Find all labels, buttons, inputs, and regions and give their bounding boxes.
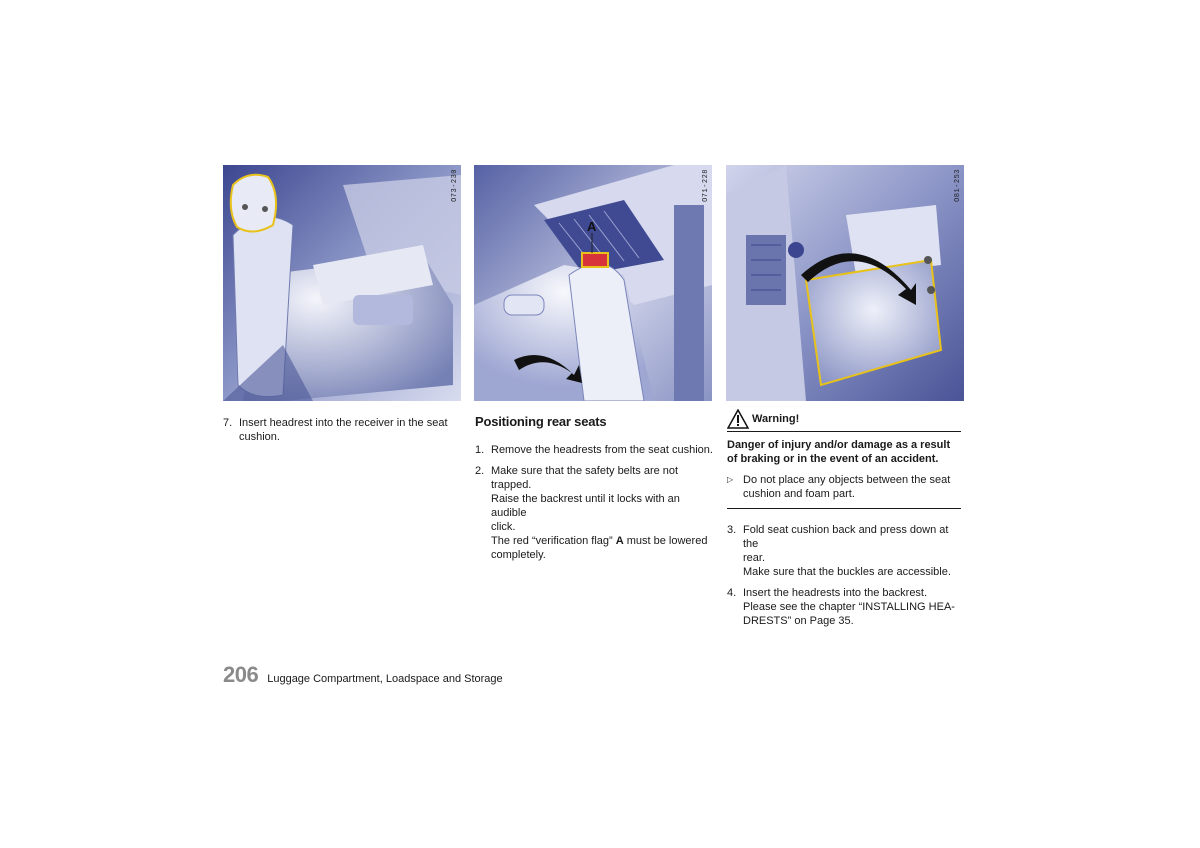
step-line: completely.	[491, 549, 546, 561]
flag-text: must be lowered	[623, 535, 708, 547]
step-number: 2.	[475, 465, 485, 477]
step-text	[743, 523, 961, 579]
step-line: Fold seat cushion back and press down at the	[743, 524, 949, 550]
step-line: rear.	[743, 552, 766, 564]
step-number: 7.	[223, 417, 233, 429]
figure-code: O71-228	[702, 169, 710, 202]
chapter-title: Luggage Compartment, Loadspace and Storage	[267, 673, 503, 685]
bullet-line: Do not place any objects between the seat	[743, 474, 951, 486]
step-line: click.	[491, 521, 516, 533]
warning-line: of braking or in the event of an accident.	[727, 453, 939, 465]
warning-bullet	[727, 473, 961, 509]
step-text	[743, 586, 961, 628]
warning-text	[727, 438, 961, 466]
figure-fold-cushion	[726, 165, 964, 401]
step-line: cushion.	[239, 431, 280, 443]
step-line: DRESTS” on Page 35.	[743, 615, 854, 627]
flag-line	[491, 534, 715, 548]
flag-label-a: A	[587, 219, 597, 234]
figure-code: O81-253	[954, 169, 962, 202]
step-text	[491, 464, 715, 562]
bullet-arrow-icon: ▷	[727, 475, 734, 484]
step-number: 1.	[475, 444, 485, 456]
middle-column	[475, 415, 715, 569]
headrest-illustration	[223, 165, 461, 401]
step-line: Insert headrest into the receiver in the seat	[239, 417, 448, 429]
right-column	[727, 409, 961, 635]
step-line: Raise the backrest until it locks with an audible	[491, 493, 680, 519]
warning-triangle-icon	[727, 409, 749, 429]
flag-letter: A	[615, 535, 624, 547]
step-1	[475, 443, 715, 457]
step-line: Make sure that the buckles are accessible.	[743, 566, 951, 578]
step-line: Please see the chapter “INSTALLING HEA-	[743, 601, 955, 613]
warning-line: Danger of injury and/or damage as a result	[727, 439, 951, 451]
step-2	[475, 464, 715, 562]
step-line: trapped.	[491, 479, 532, 491]
bullet-text	[743, 473, 950, 501]
step-line: Insert the headrests into the backrest.	[743, 587, 928, 599]
step-line: Remove the headrests from the seat cushion.	[491, 444, 713, 456]
step-4	[727, 586, 961, 628]
flag-text: The red “verification flag”	[491, 535, 616, 547]
warning-title: Warning!	[752, 413, 800, 425]
warning-header	[727, 409, 961, 432]
verification-flag-illustration	[474, 165, 712, 401]
figure-verification-flag	[474, 165, 712, 401]
page-number: 206	[223, 662, 259, 687]
bullet-line: cushion and foam part.	[743, 488, 855, 500]
left-column	[223, 416, 453, 451]
step-number: 4.	[727, 587, 737, 599]
page-footer	[223, 662, 503, 688]
figure-headrest-insert	[223, 165, 461, 401]
step-7	[223, 416, 453, 444]
step-text	[239, 416, 453, 444]
step-line: Make sure that the safety belts are not	[491, 465, 679, 477]
fold-cushion-illustration	[726, 165, 964, 401]
section-heading: Positioning rear seats	[475, 414, 607, 429]
figure-code: O73-230	[451, 169, 459, 202]
step-text	[491, 443, 715, 457]
step-3	[727, 523, 961, 579]
step-number: 3.	[727, 524, 737, 536]
